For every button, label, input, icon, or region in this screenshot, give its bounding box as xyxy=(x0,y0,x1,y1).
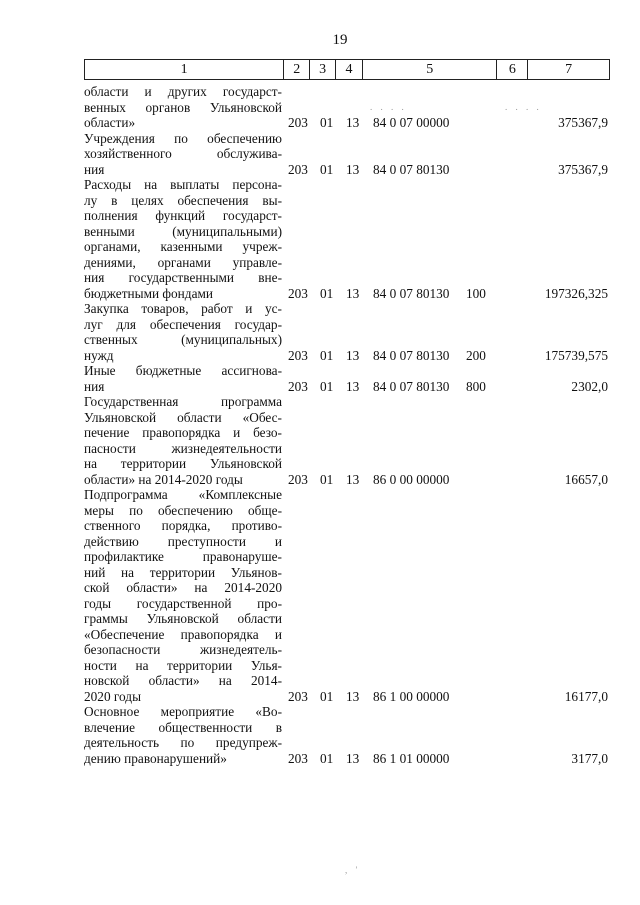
row-expense-type: 100 xyxy=(466,285,486,301)
row-name-line: Подпрограмма «Комплексные xyxy=(84,487,282,502)
row-name-line: граммы Ульяновской области xyxy=(84,611,282,626)
row-name xyxy=(84,704,282,766)
row-name-line: годы государственной про- xyxy=(84,595,282,611)
row-name-line: Учреждения по обеспечению xyxy=(84,130,282,146)
row-amount: 2302,0 xyxy=(571,378,608,394)
row-grbs: 203 xyxy=(288,378,308,394)
row-name-line: влечение общественности в xyxy=(84,719,282,735)
row-section: 01 xyxy=(320,161,334,177)
row-target-code: 86 1 00 00000 xyxy=(373,688,450,704)
row-subsection: 13 xyxy=(346,115,360,130)
row-amount: 16177,0 xyxy=(564,688,608,704)
column-header-1: 1 xyxy=(85,60,284,79)
column-header-3: 3 xyxy=(310,60,336,79)
row-name-line: Расходы на выплаты персона- xyxy=(84,177,282,192)
row-amount: 375367,9 xyxy=(558,115,608,130)
row-name xyxy=(84,394,282,487)
row-subsection: 13 xyxy=(346,378,360,394)
row-section: 01 xyxy=(320,378,334,394)
row-target-code: 84 0 07 80130 xyxy=(373,378,450,394)
row-name-line: 2020 годы xyxy=(84,688,142,704)
row-amount: 175739,575 xyxy=(544,347,608,363)
scan-speck: . . . . xyxy=(505,102,542,112)
row-name-line: безопасности жизнедеятель- xyxy=(84,642,282,657)
row-subsection: 13 xyxy=(346,347,360,363)
scan-speck: . . . . xyxy=(370,102,407,112)
row-subsection: 13 xyxy=(346,285,360,301)
row-name-line: Закупка товаров, работ и ус- xyxy=(84,301,282,316)
row-subsection: 13 xyxy=(346,471,360,487)
row-amount: 3177,0 xyxy=(571,750,608,766)
row-section: 01 xyxy=(320,347,334,363)
row-name-line: лу в целях обеспечения вы- xyxy=(84,192,282,208)
row-amount: 16657,0 xyxy=(564,471,608,487)
row-name-line: ний на территории Ульянов- xyxy=(84,564,282,580)
row-grbs: 203 xyxy=(288,161,308,177)
column-header-6: 6 xyxy=(497,60,528,79)
column-header-5: 5 xyxy=(363,60,497,79)
row-grbs: 203 xyxy=(288,115,308,130)
row-name xyxy=(84,487,282,704)
row-grbs: 203 xyxy=(288,347,308,363)
row-name-line: деятельность по предупреж- xyxy=(84,735,282,750)
row-name-line: Государственная программа xyxy=(84,394,282,409)
row-name-line: ской области» на 2014-2020 xyxy=(84,580,282,595)
row-subsection: 13 xyxy=(346,750,360,766)
row-target-code: 84 0 07 80130 xyxy=(373,285,450,301)
row-target-code: 84 0 07 00000 xyxy=(373,115,450,130)
row-target-code: 84 0 07 80130 xyxy=(373,347,450,363)
row-subsection: 13 xyxy=(346,161,360,177)
row-name-line: ния государственными вне- xyxy=(84,270,282,285)
row-target-code: 86 0 00 00000 xyxy=(373,471,450,487)
row-amount: 375367,9 xyxy=(558,161,608,177)
row-section: 01 xyxy=(320,750,334,766)
row-subsection: 13 xyxy=(346,688,360,704)
row-grbs: 203 xyxy=(288,688,308,704)
row-name-line: хозяйственного обслужива- xyxy=(84,146,282,161)
row-name-line: печение правопорядка и безо- xyxy=(84,425,282,440)
row-name-line: пасности жизнедеятельности xyxy=(84,440,282,456)
row-name-line: луг для обеспечения государ- xyxy=(84,316,282,332)
row-name-line: ния xyxy=(84,161,105,177)
row-grbs: 203 xyxy=(288,750,308,766)
row-name-line: «Обеспечение правопорядка и xyxy=(84,626,282,642)
row-grbs: 203 xyxy=(288,471,308,487)
row-name-line: ственных (муниципальных) xyxy=(84,332,282,347)
row-target-code: 86 1 01 00000 xyxy=(373,750,450,766)
row-name-line: Ульяновской области «Обес- xyxy=(84,409,282,425)
row-expense-type: 800 xyxy=(466,378,486,394)
row-name-line: области и других государст- xyxy=(84,84,282,99)
column-header-7: 7 xyxy=(565,61,573,77)
row-name-line: профилактике правонаруше- xyxy=(84,549,282,564)
row-name-line: области» xyxy=(84,115,136,130)
row-name-line: области» на 2014-2020 годы xyxy=(84,471,243,487)
row-name-line: венных органов Ульяновской xyxy=(84,99,282,115)
row-name xyxy=(84,84,282,131)
row-amount: 197326,325 xyxy=(544,285,608,301)
row-name-line: бюджетными фондами xyxy=(84,285,213,301)
row-name-line: Иные бюджетные ассигнова- xyxy=(84,363,282,378)
row-section: 01 xyxy=(320,688,334,704)
row-name xyxy=(84,177,282,301)
row-name-line: ности на территории Улья- xyxy=(84,657,282,673)
row-target-code: 84 0 07 80130 xyxy=(373,161,450,177)
scan-speck: , ′ xyxy=(345,865,361,875)
row-name-line: ственного порядка, противо- xyxy=(84,518,282,533)
row-name-line: новской области» на 2014- xyxy=(84,673,282,688)
row-name-line: дению правонарушений» xyxy=(84,750,227,766)
row-expense-type: 200 xyxy=(466,347,486,363)
page-number: 19 xyxy=(332,32,348,48)
row-name-line: ния xyxy=(84,378,105,394)
row-name-line: органами, казенными учреж- xyxy=(84,239,282,254)
row-grbs: 203 xyxy=(288,285,308,301)
row-name-line: дениями, органами управле- xyxy=(84,254,282,270)
row-name-line: на территории Ульяновской xyxy=(84,456,282,471)
row-name-line: полнения функций государст- xyxy=(84,208,282,223)
row-name-line: действию преступности и xyxy=(84,533,282,549)
row-name xyxy=(84,301,282,363)
row-name-line: Основное мероприятие «Во- xyxy=(84,704,282,719)
row-section: 01 xyxy=(320,471,334,487)
row-section: 01 xyxy=(320,115,334,130)
row-name-line: меры по обеспечению обще- xyxy=(84,502,282,518)
row-name xyxy=(84,131,282,178)
column-header-4: 4 xyxy=(336,60,363,79)
table-header xyxy=(84,59,610,80)
row-name-line: нужд xyxy=(84,347,114,363)
row-name-line: венными (муниципальными) xyxy=(84,223,282,239)
row-section: 01 xyxy=(320,285,334,301)
row-name xyxy=(84,363,282,394)
column-header-2: 2 xyxy=(284,60,310,79)
